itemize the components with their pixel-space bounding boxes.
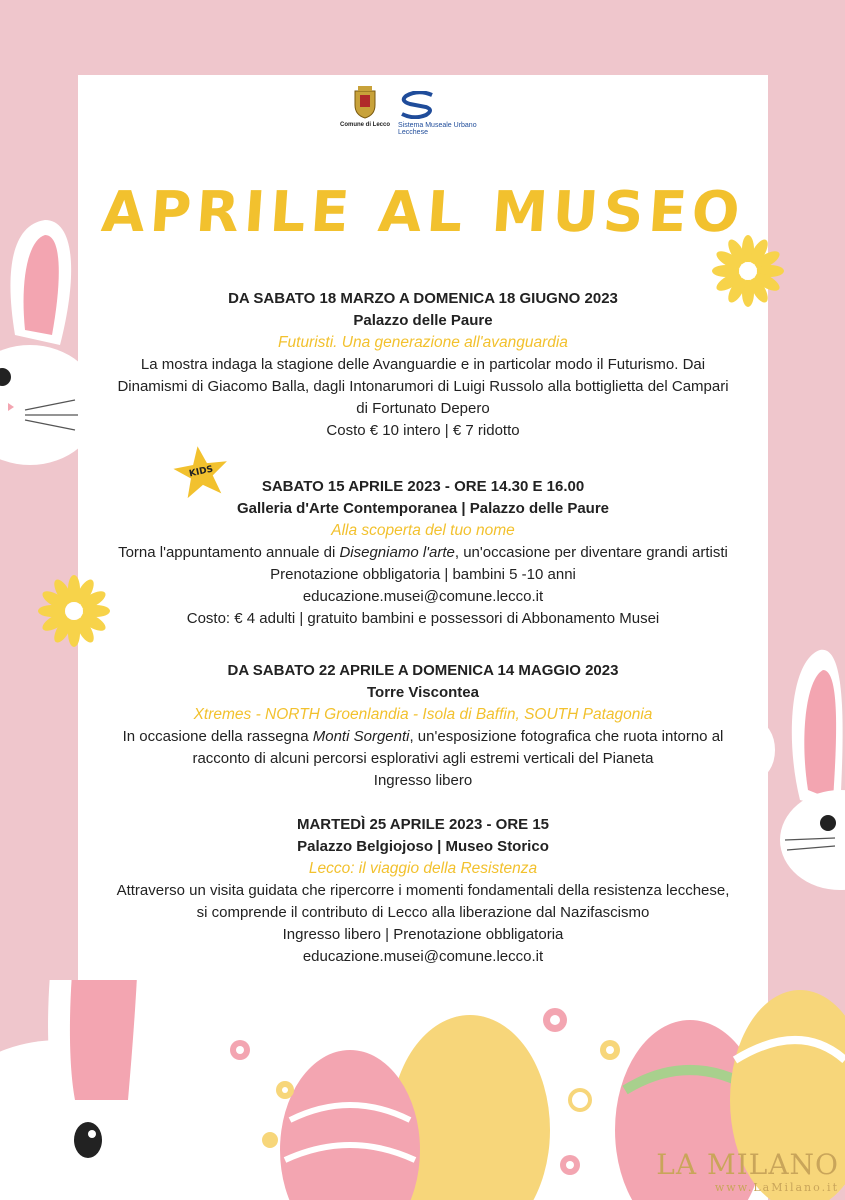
event-2-cost: Costo: € 4 adulti | gratuito bambini e possessori di Abbonamento Musei: [186, 610, 660, 627]
event-1-cost: Costo € 10 intero | € 7 ridotto: [326, 422, 520, 439]
event-3-line-2: racconto di alcuni percorsi esplorativi agli estremi verticali del Pianeta: [192, 750, 654, 767]
kids-badge-label: KIDS: [188, 464, 215, 480]
event-2: [78, 476, 768, 630]
event-2-subtitle: Alla scoperta del tuo nome: [331, 522, 515, 539]
event-4-subtitle: Lecco: il viaggio della Resistenza: [308, 860, 538, 877]
event-2-booking: Prenotazione obbligatoria | bambini 5 -10 anni: [270, 566, 576, 583]
event-4-line-2: si comprende il contributo di Lecco alla liberazione dal Nazifascismo: [196, 904, 650, 921]
event-2-venue: Galleria d'Arte Contemporanea | Palazzo delle Paure: [236, 500, 610, 517]
event-3-line-1: In occasione della rassegna Monti Sorgenti, un'esposizione fotografica che ruota intorno al: [122, 728, 724, 745]
event-4-venue: Palazzo Belgiojoso | Museo Storico: [297, 838, 549, 855]
event-3-venue: Torre Viscontea: [367, 684, 479, 701]
event-2-line-1: Torna l'appuntamento annuale di Disegniamo l'arte, un'occasione per diventare grandi artisti: [118, 544, 728, 561]
page-title: APRILE AL MUSEO: [99, 180, 747, 245]
event-2-date: SABATO 15 APRILE 2023 - ORE 14.30 E 16.00: [261, 478, 585, 495]
event-1-line-1: La mostra indaga la stagione delle Avanguardie e in particolar modo il Futurismo. Dai: [140, 356, 706, 373]
event-3-subtitle: Xtremes - NORTH Groenlandia - Isola di Baffin, SOUTH Patagonia: [193, 706, 653, 723]
comune-caption: Comune di Lecco: [340, 122, 391, 128]
event-4-email: educazione.musei@comune.lecco.it: [302, 948, 544, 965]
event-4-entry: Ingresso libero | Prenotazione obbligatoria: [282, 926, 564, 943]
header-logos: [340, 85, 500, 135]
event-1: [78, 288, 768, 442]
event-1-date: DA SABATO 18 MARZO A DOMENICA 18 GIUGNO 2023: [228, 290, 618, 307]
event-1-venue: Palazzo delle Paure: [353, 312, 493, 329]
event-1-line-3: di Fortunato Depero: [356, 400, 490, 417]
event-1-subtitle: Futuristi. Una generazione all'avanguardia: [278, 334, 568, 351]
sistema-museale-caption: Sistema Museale Urbano Lecchese: [398, 122, 477, 136]
event-4-line-1: Attraverso un visita guidata che ripercorre i momenti fondamentali della resistenza lecchese,: [116, 882, 730, 899]
event-3: [78, 660, 768, 792]
comune-crest-icon: [352, 85, 378, 119]
event-4-date: MARTEDÌ 25 APRILE 2023 - ORE 15: [296, 816, 550, 833]
event-2-email: educazione.musei@comune.lecco.it: [302, 588, 544, 605]
sistema-museale-logo-icon: [398, 91, 438, 119]
lamilano-watermark: [656, 1148, 839, 1194]
watermark-name: LA MILANO: [656, 1148, 839, 1181]
event-3-date: DA SABATO 22 APRILE A DOMENICA 14 MAGGIO 2023: [227, 662, 619, 679]
event-3-entry: Ingresso libero: [373, 772, 473, 789]
event-1-line-2: Dinamismi di Giacomo Balla, dagli Intonarumori di Luigi Russolo alla bottiglietta del Campari: [117, 378, 729, 395]
watermark-url: www.LaMilano.it: [714, 1181, 839, 1194]
event-4: [78, 814, 768, 968]
